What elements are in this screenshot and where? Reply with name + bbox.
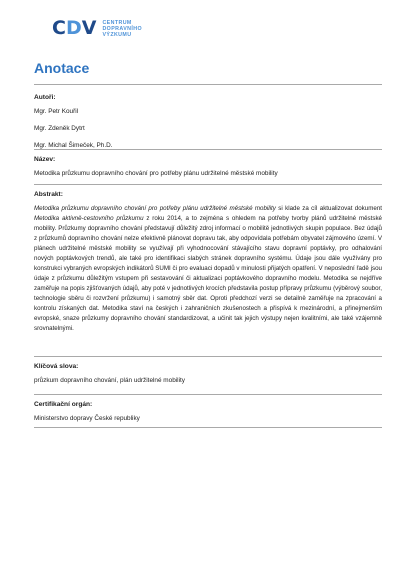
logo-line-2: DOPRAVNÍHO [102, 25, 142, 32]
name-label: Název: [34, 156, 56, 163]
logo-letter-c: C [52, 17, 66, 39]
abstract-italic-doc: Metodika aktivně-cestovního průzkumu [34, 215, 144, 222]
abstract-text [34, 204, 382, 334]
cdv-logo-mark [52, 19, 96, 38]
name-section [34, 155, 382, 179]
logo-letter-d: D [65, 17, 82, 39]
abstract-text-part-1: si klade za cíl aktualizovat dokument [275, 205, 382, 212]
name-value: Metodika průzkumu dopravního chování pro potřeby plánu udržitelné městské mobility [34, 170, 278, 177]
cdv-logo-text [102, 20, 142, 38]
abstract-text-part-2: z roku 2014, a to zejména s ohledem na potřeby tvorby plánů udržitelné městské mobility. Průzkumy dopravního chování představují důležitý zdroj informací o mobilitě jednotlivých skupin populace. Bez údajů z průzkumů dopravního chování nelze efektivně plánovat dopravu tak, aby odpovídala potřebám obyvatel zájmového území. V plánech udržitelné městské mobility se využívají při vyhodnocování stávajícího stavu dopravní poptávky, pro odhalování nových poptávkových trendů, ale také pro identifikaci slabých stránek dopravního systému. Údaje jsou dále využívány pro konstrukci vybraných evropských indikátorů SUMI či pro evaluaci dopadů v minulosti přijatých opatření. V neposlední řadě jsou údaje z průzkumu důležitým vstupem při sestavování či aktualizaci poptávkového dopravního modelu. Metodika se nejdříve zaměřuje na popis zjišťovaných údajů, aby poté v jednotlivých krocích představila postup přípravy průzkumu (výběrový soubor, technologie sběru či rozvržení průzkumu) i samotný sběr dat. Oproti předchozí verzi se detailně zaměřuje na zpracování a kontrolu získaných dat. Metodika staví na českých i zahraničních zkušenostech a přispívá k mezinárodní, a přinejmenším evropské, snaze průzkumy dopravního chování standardizovat, a učinit tak jejich výstupy nejen kvalitními, ale také vzájemně srovnatelnými. [34, 215, 382, 332]
abstract-section [34, 190, 382, 334]
authors-section [34, 93, 382, 151]
certification-label: Certifikační orgán: [34, 401, 93, 408]
divider-name [34, 184, 382, 185]
divider-bottom [34, 427, 382, 428]
authors-label: Autoři: [34, 94, 56, 101]
divider-top [34, 84, 382, 85]
author-name-2: Mgr. Zdeněk Dytrt [34, 125, 85, 132]
keywords-label: Klíčová slova: [34, 363, 79, 370]
author-name-3: Mgr. Michal Šimeček, Ph.D. [34, 142, 113, 149]
keywords-value: průzkum dopravního chování, plán udržitelné mobility [34, 377, 185, 384]
author-name-1: Mgr. Petr Kouřil [34, 108, 79, 115]
divider-keywords [34, 394, 382, 395]
abstract-italic-title: Metodika průzkumu dopravního chování pro potřeby plánu udržitelné městské mobility [34, 205, 276, 212]
divider-abstract [34, 356, 382, 357]
abstract-label: Abstrakt: [34, 191, 63, 198]
page-title: Anotace [34, 60, 90, 76]
certification-section [34, 400, 382, 424]
divider-authors [34, 149, 382, 150]
logo-letter-v: V [81, 17, 97, 39]
keywords-section [34, 362, 382, 386]
cdv-logo [52, 19, 142, 38]
logo-line-3: VÝZKUMU [102, 31, 132, 38]
logo-line-1: CENTRUM [102, 19, 132, 26]
certification-value: Ministerstvo dopravy České republiky [34, 415, 140, 422]
